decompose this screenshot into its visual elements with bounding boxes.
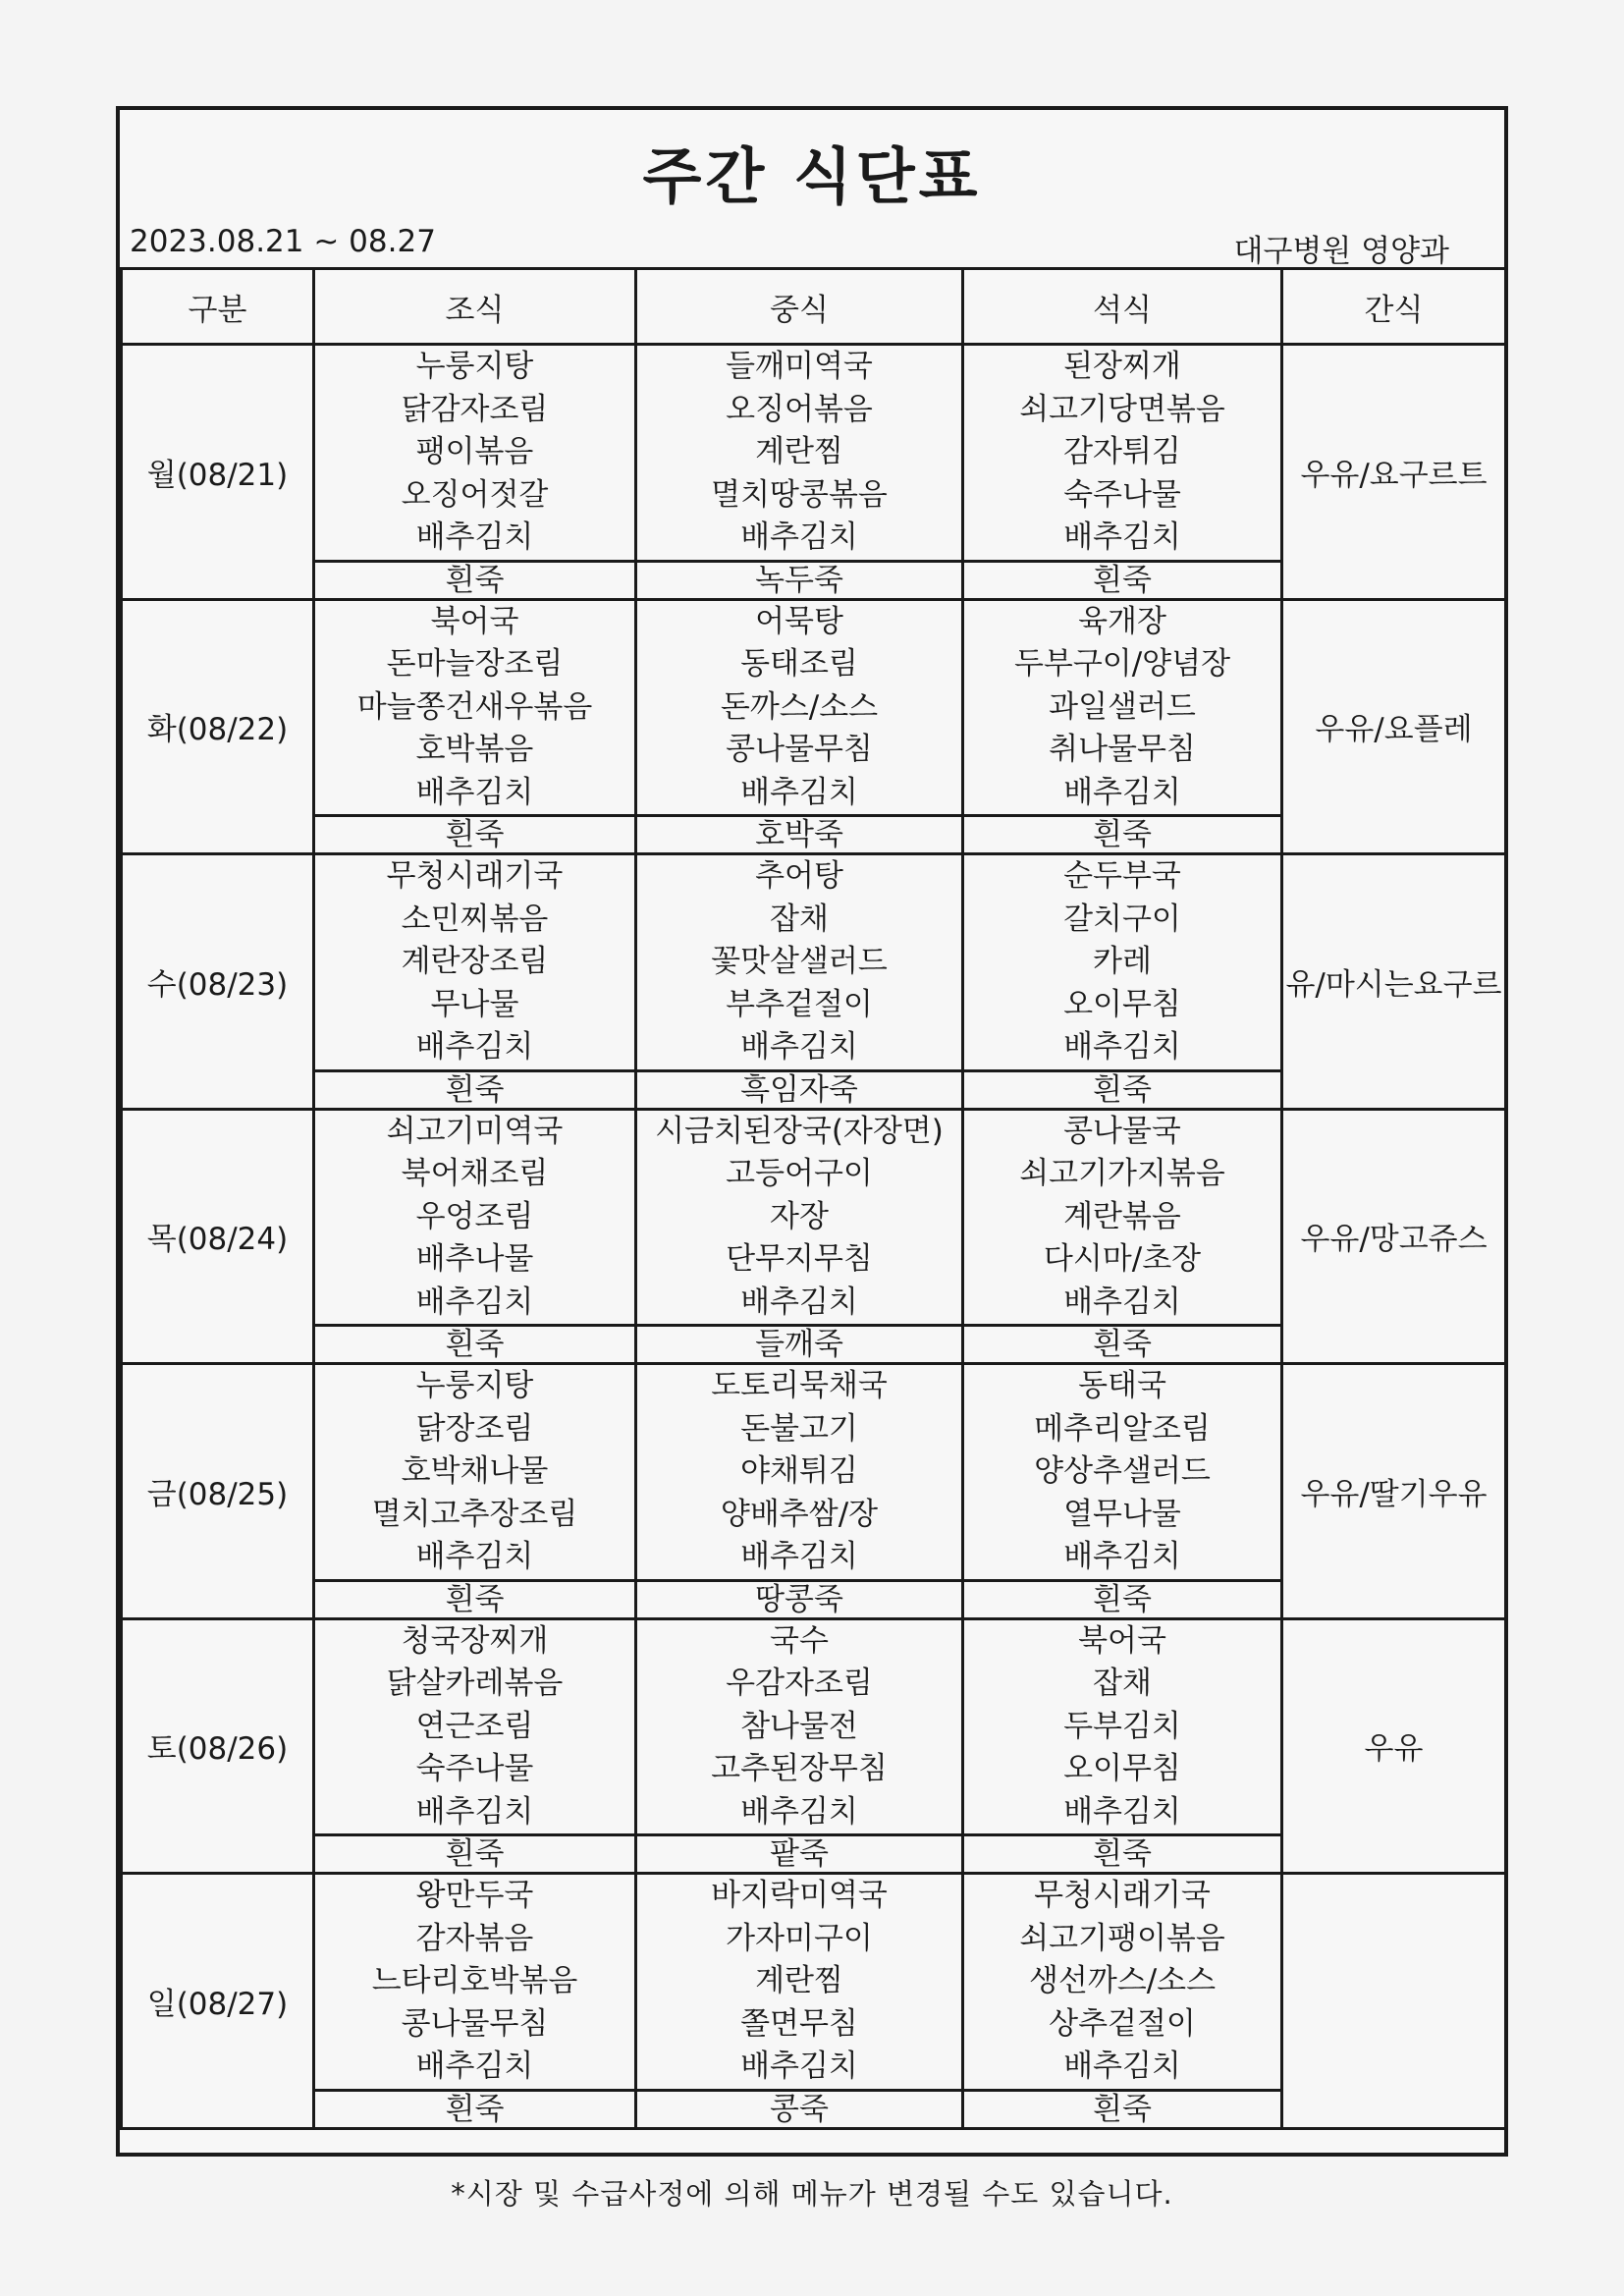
day-row: [122, 1874, 1506, 2091]
lunch-dish: 추어탕: [755, 858, 843, 894]
breakfast-dish: 배추김치: [415, 774, 534, 810]
lunch-dish: 들깨미역국: [726, 349, 873, 384]
breakfast-dish: 배추김치: [415, 1284, 534, 1320]
day-label: 토(08/26): [122, 1618, 314, 1874]
dinner-porridge: 흰죽: [963, 2090, 1282, 2128]
lunch-dishes-cell: [636, 1618, 963, 1835]
breakfast-dish: 무나물: [430, 986, 519, 1022]
dinner-dish: 잡채: [1093, 1666, 1152, 1701]
lunch-dish: 배추김치: [740, 1029, 858, 1065]
dinner-dish: 육개장: [1078, 603, 1166, 639]
breakfast-dish: 닭살카레볶음: [386, 1666, 564, 1701]
breakfast-dishes-cell: [314, 1874, 636, 2091]
header-snack: 간식: [1282, 269, 1506, 345]
dinner-dish: 배추김치: [1063, 1793, 1181, 1830]
lunch-dish: 돈까스/소스: [720, 688, 879, 725]
breakfast-dish: 북어채조림: [401, 1156, 549, 1191]
breakfast-dish: 닭감자조림: [401, 391, 549, 427]
lunch-dishes-cell: [636, 345, 963, 562]
lunch-dish: 고추된장무침: [711, 1751, 888, 1786]
lunch-dishes-cell: [636, 1364, 963, 1581]
breakfast-dish: 배추김치: [415, 1029, 534, 1065]
lunch-dish: 배추김치: [740, 774, 858, 810]
dinner-dish: 순두부국: [1063, 858, 1181, 894]
breakfast-dish: 누룽지탕: [415, 349, 534, 384]
lunch-porridge: 팥죽: [636, 1835, 963, 1874]
dinner-dish: 과일샐러드: [1049, 688, 1196, 725]
lunch-dish: 오징어볶음: [726, 391, 873, 427]
lunch-dish: 쫄면무침: [740, 2005, 858, 2042]
dinner-dish: 무청시래기국: [1034, 1878, 1211, 1913]
breakfast-dish: 오징어젓갈: [401, 476, 549, 513]
breakfast-dish: 숙주나물: [415, 1751, 534, 1786]
breakfast-dishes-cell: [314, 854, 636, 1071]
dinner-dish: 카레: [1093, 944, 1152, 979]
day-row: [122, 599, 1506, 816]
lunch-dish: 도토리묵채국: [711, 1368, 888, 1403]
lunch-dish: 단무지무침: [726, 1241, 873, 1277]
dinner-porridge: 흰죽: [963, 1070, 1282, 1109]
header-dinner: 석식: [963, 269, 1282, 345]
dinner-dish: 상추겉절이: [1049, 2005, 1196, 2042]
breakfast-dish: 마늘쫑건새우볶음: [356, 688, 593, 725]
lunch-dish: 멸치땅콩볶음: [711, 476, 888, 513]
breakfast-dishes-cell: [314, 599, 636, 816]
date-range: 2023.08.21 ~ 08.27: [130, 224, 436, 259]
lunch-dish: 고등어구이: [726, 1156, 873, 1191]
dinner-dish: 배추김치: [1063, 1284, 1181, 1320]
lunch-dish: 동태조림: [740, 646, 858, 682]
lunch-dish: 양배추쌈/장: [720, 1496, 879, 1532]
dinner-dishes-cell: [963, 345, 1282, 562]
lunch-dish: 배추김치: [740, 1539, 858, 1574]
lunch-porridge: 녹두죽: [636, 561, 963, 599]
breakfast-dish: 배추나물: [415, 1241, 534, 1277]
breakfast-dish: 북어국: [430, 603, 519, 639]
breakfast-dish: 연근조림: [415, 1708, 534, 1744]
lunch-dish: 계란찜: [755, 434, 843, 469]
breakfast-dish: 느타리호박볶음: [371, 1963, 578, 1998]
header-category: 구분: [122, 269, 314, 345]
lunch-dishes-cell: [636, 599, 963, 816]
dinner-dish: 배추김치: [1063, 2049, 1181, 2084]
header-breakfast: 조식: [314, 269, 636, 345]
lunch-dish: 잡채: [770, 901, 829, 937]
breakfast-dish: 감자볶음: [415, 1920, 534, 1956]
lunch-dishes-cell: [636, 1109, 963, 1326]
lunch-dishes-cell: [636, 854, 963, 1071]
dinner-dishes-cell: [963, 854, 1282, 1071]
breakfast-dish: 무청시래기국: [386, 858, 564, 894]
snack-cell: 우유: [1282, 1618, 1506, 1874]
dinner-dish: 오이무침: [1063, 986, 1181, 1022]
day-row: [122, 854, 1506, 1071]
dinner-dish: 배추김치: [1063, 1539, 1181, 1574]
lunch-dish: 자장: [770, 1198, 829, 1234]
day-label: 월(08/21): [122, 345, 314, 600]
lunch-porridge: 콩죽: [636, 2090, 963, 2128]
lunch-dish: 꽃맛살샐러드: [711, 944, 888, 979]
dinner-dish: 취나물무침: [1049, 732, 1196, 767]
dinner-dish: 계란볶음: [1063, 1198, 1181, 1234]
lunch-dish: 바지락미역국: [711, 1878, 888, 1913]
breakfast-dish: 멸치고추장조림: [371, 1496, 578, 1532]
dinner-porridge: 흰죽: [963, 1326, 1282, 1364]
header-lunch: 중식: [636, 269, 963, 345]
breakfast-dish: 청국장찌개: [401, 1622, 549, 1659]
breakfast-dish: 닭장조림: [415, 1410, 534, 1447]
breakfast-dishes-cell: [314, 1364, 636, 1581]
dinner-dishes-cell: [963, 1618, 1282, 1835]
snack-cell: 우유/요구르트: [1282, 345, 1506, 600]
dinner-dish: 생선까스/소스: [1028, 1963, 1217, 1998]
breakfast-dish: 소민찌볶음: [401, 901, 549, 937]
dinner-dishes-cell: [963, 599, 1282, 816]
breakfast-dishes-cell: [314, 1618, 636, 1835]
breakfast-porridge: 흰죽: [314, 1580, 636, 1618]
dinner-dish: 열무나물: [1063, 1496, 1181, 1532]
dinner-dish: 두부김치: [1063, 1708, 1181, 1744]
breakfast-dishes-cell: [314, 1109, 636, 1326]
breakfast-dish: 콩나물무침: [401, 2005, 549, 2042]
dinner-dish: 배추김치: [1063, 519, 1181, 555]
dinner-porridge: 흰죽: [963, 561, 1282, 599]
dinner-dishes-cell: [963, 1364, 1282, 1581]
dinner-dish: 쇠고기팽이볶음: [1019, 1920, 1225, 1956]
dinner-dishes-cell: [963, 1874, 1282, 2091]
lunch-dish: 배추김치: [740, 1793, 858, 1830]
breakfast-dish: 배추김치: [415, 1793, 534, 1830]
breakfast-dish: 누룽지탕: [415, 1368, 534, 1403]
dinner-porridge: 흰죽: [963, 1835, 1282, 1874]
breakfast-dish: 호박볶음: [415, 732, 534, 767]
dinner-porridge: 흰죽: [963, 1580, 1282, 1618]
lunch-dish: 돈불고기: [740, 1410, 858, 1447]
breakfast-dish: 배추김치: [415, 519, 534, 555]
lunch-dish: 부추겉절이: [726, 986, 873, 1022]
lunch-porridge: 흑임자죽: [636, 1070, 963, 1109]
department-name: 대구병원 영양과: [1233, 234, 1449, 269]
breakfast-dish: 쇠고기미역국: [386, 1113, 564, 1149]
day-label: 금(08/25): [122, 1364, 314, 1619]
footnote: *시장 및 수급사정에 의해 메뉴가 변경될 수도 있습니다.: [451, 2177, 1173, 2211]
breakfast-porridge: 흰죽: [314, 816, 636, 854]
dinner-dish: 배추김치: [1063, 774, 1181, 810]
breakfast-dish: 왕만두국: [415, 1878, 534, 1913]
dinner-dish: 동태국: [1078, 1368, 1166, 1403]
breakfast-dish: 돈마늘장조림: [386, 646, 564, 682]
lunch-dish: 배추김치: [740, 2049, 858, 2084]
breakfast-porridge: 흰죽: [314, 1326, 636, 1364]
lunch-dish: 가자미구이: [726, 1920, 873, 1956]
lunch-dish: 우감자조림: [726, 1666, 873, 1701]
dinner-dish: 북어국: [1078, 1622, 1166, 1659]
snack-cell: [1282, 1874, 1506, 2129]
lunch-dish: 배추김치: [740, 519, 858, 555]
lunch-porridge: 땅콩죽: [636, 1580, 963, 1618]
lunch-dish: 시금치된장국(자장면): [655, 1113, 944, 1149]
dinner-dish: 된장찌개: [1063, 349, 1181, 384]
day-label: 수(08/23): [122, 854, 314, 1110]
dinner-dish: 배추김치: [1063, 1029, 1181, 1065]
dinner-dish: 다시마/초장: [1043, 1241, 1202, 1277]
breakfast-dish: 배추김치: [415, 2049, 534, 2084]
dinner-dish: 감자튀김: [1063, 434, 1181, 469]
dinner-dish: 쇠고기당면볶음: [1019, 391, 1225, 427]
dinner-dish: 메추리알조림: [1034, 1410, 1211, 1447]
dinner-dish: 숙주나물: [1063, 476, 1181, 513]
lunch-porridge: 들깨죽: [636, 1326, 963, 1364]
header-row: [122, 269, 1506, 345]
breakfast-porridge: 흰죽: [314, 2090, 636, 2128]
dinner-dishes-cell: [963, 1109, 1282, 1326]
breakfast-dish: 호박채나물: [401, 1453, 549, 1489]
snack-cell: 유/마시는요구르: [1282, 854, 1506, 1110]
dinner-dish: 양상추샐러드: [1034, 1453, 1211, 1489]
weekly-menu-table: [120, 267, 1507, 2130]
day-row: [122, 1364, 1506, 1581]
menu-sheet: [116, 106, 1508, 2157]
lunch-porridge: 호박죽: [636, 816, 963, 854]
lunch-dish: 배추김치: [740, 1284, 858, 1320]
dinner-porridge: 흰죽: [963, 816, 1282, 854]
dinner-dish: 쇠고기가지볶음: [1019, 1156, 1225, 1191]
day-row: [122, 345, 1506, 562]
breakfast-dish: 팽이볶음: [415, 434, 534, 469]
lunch-dish: 어묵탕: [755, 603, 843, 639]
page-title: 주간 식단표: [642, 140, 982, 212]
snack-cell: 우유/요플레: [1282, 599, 1506, 854]
dinner-dish: 오이무침: [1063, 1751, 1181, 1786]
breakfast-porridge: 흰죽: [314, 1835, 636, 1874]
lunch-dish: 콩나물무침: [726, 732, 873, 767]
breakfast-dish: 우엉조림: [415, 1198, 534, 1234]
day-label: 일(08/27): [122, 1874, 314, 2129]
breakfast-dishes-cell: [314, 345, 636, 562]
lunch-dish: 국수: [770, 1622, 829, 1659]
breakfast-dish: 계란장조림: [401, 944, 549, 979]
day-row: [122, 1618, 1506, 1835]
breakfast-porridge: 흰죽: [314, 1070, 636, 1109]
day-label: 화(08/22): [122, 599, 314, 854]
lunch-dish: 야채튀김: [740, 1453, 858, 1489]
dinner-dish: 갈치구이: [1063, 901, 1181, 937]
menu-body: [122, 345, 1506, 2129]
breakfast-porridge: 흰죽: [314, 561, 636, 599]
dinner-dish: 두부구이/양념장: [1013, 646, 1231, 682]
lunch-dishes-cell: [636, 1874, 963, 2091]
lunch-dish: 참나물전: [740, 1708, 858, 1744]
snack-cell: 우유/딸기우유: [1282, 1364, 1506, 1619]
day-label: 목(08/24): [122, 1109, 314, 1364]
breakfast-dish: 배추김치: [415, 1539, 534, 1574]
lunch-dish: 계란찜: [755, 1963, 843, 1998]
day-row: [122, 1109, 1506, 1326]
snack-cell: 우유/망고쥬스: [1282, 1109, 1506, 1364]
dinner-dish: 콩나물국: [1063, 1113, 1181, 1149]
